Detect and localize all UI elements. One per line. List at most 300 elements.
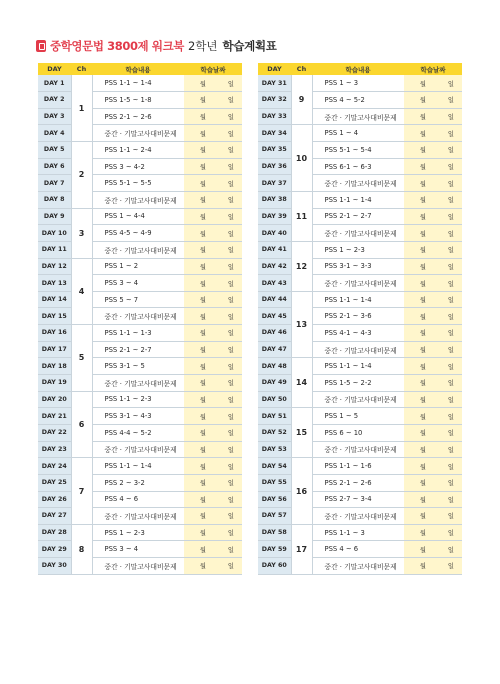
date-cell[interactable] [404, 191, 462, 208]
date-cell[interactable] [404, 524, 462, 541]
chapter-cell: 9 [291, 75, 312, 125]
day-label: 일 [227, 80, 234, 88]
day-cell: DAY 43 [258, 275, 291, 292]
table-row [38, 491, 242, 508]
day-label: 일 [227, 430, 234, 438]
table-row [258, 275, 462, 292]
day-cell: DAY 17 [38, 341, 71, 358]
day-cell: DAY 13 [38, 275, 71, 292]
date-cell[interactable] [404, 258, 462, 275]
day-cell: DAY 55 [258, 474, 291, 491]
date-cell[interactable] [404, 424, 462, 441]
day-cell: DAY 11 [38, 241, 71, 258]
table-row [38, 391, 242, 408]
table-row [38, 308, 242, 325]
day-cell: DAY 31 [258, 75, 291, 92]
date-cell[interactable] [184, 92, 242, 109]
day-cell: DAY 40 [258, 225, 291, 242]
month-label: 월 [199, 396, 206, 404]
month-label: 월 [419, 180, 426, 188]
chapter-cell: 3 [71, 208, 92, 258]
day-label: 일 [227, 480, 234, 488]
month-label: 월 [419, 496, 426, 504]
date-cell[interactable] [404, 275, 462, 292]
table-row [258, 158, 462, 175]
date-cell[interactable] [184, 191, 242, 208]
day-cell: DAY 60 [258, 558, 291, 575]
month-label: 월 [419, 197, 426, 205]
date-cell[interactable] [404, 291, 462, 308]
day-label: 일 [447, 363, 454, 371]
content-cell: PSS 1-5 ~ 2-2 [312, 375, 404, 392]
day-cell: DAY 48 [258, 358, 291, 375]
content-cell: PSS 4 ~ 6 [312, 541, 404, 558]
table-row [38, 108, 242, 125]
day-label: 일 [447, 513, 454, 521]
content-cell: PSS 4 ~ 6 [92, 491, 184, 508]
day-cell: DAY 24 [38, 458, 71, 475]
day-label: 일 [447, 330, 454, 338]
page-title [36, 38, 277, 54]
day-label: 일 [227, 530, 234, 538]
day-label: 일 [447, 396, 454, 404]
day-cell: DAY 28 [38, 524, 71, 541]
date-cell[interactable] [404, 75, 462, 92]
month-label: 월 [199, 180, 206, 188]
chapter-cell: 17 [291, 524, 312, 574]
table-row [258, 424, 462, 441]
day-cell: DAY 20 [38, 391, 71, 408]
content-cell: PSS 2-1 ~ 2-6 [92, 108, 184, 125]
day-cell: DAY 23 [38, 441, 71, 458]
day-label: 일 [227, 213, 234, 221]
month-label: 월 [199, 313, 206, 321]
table-row [258, 191, 462, 208]
table-row [38, 241, 242, 258]
day-label: 일 [227, 97, 234, 105]
table-row [258, 241, 462, 258]
date-cell[interactable] [184, 208, 242, 225]
date-cell[interactable] [184, 508, 242, 525]
content-cell: 중간 · 기말고사대비문제 [312, 391, 404, 408]
table-row [38, 275, 242, 292]
header-content: 학습내용 [92, 63, 184, 75]
day-label: 일 [227, 247, 234, 255]
date-cell[interactable] [184, 142, 242, 159]
day-label: 일 [447, 114, 454, 122]
date-cell[interactable] [404, 308, 462, 325]
month-label: 월 [419, 164, 426, 172]
day-label: 일 [447, 446, 454, 454]
day-label: 일 [227, 147, 234, 155]
day-label: 일 [227, 563, 234, 571]
month-label: 월 [199, 230, 206, 238]
day-cell: DAY 9 [38, 208, 71, 225]
table-row [258, 142, 462, 159]
day-cell: DAY 29 [38, 541, 71, 558]
date-cell[interactable] [184, 225, 242, 242]
table-row [258, 125, 462, 142]
date-cell[interactable] [404, 325, 462, 342]
date-cell[interactable] [184, 358, 242, 375]
month-label: 월 [199, 330, 206, 338]
day-label: 일 [447, 197, 454, 205]
day-cell: DAY 4 [38, 125, 71, 142]
date-cell[interactable] [404, 491, 462, 508]
month-label: 월 [419, 347, 426, 355]
table-row [38, 458, 242, 475]
day-cell: DAY 18 [38, 358, 71, 375]
day-label: 일 [447, 297, 454, 305]
date-cell[interactable] [404, 208, 462, 225]
day-cell: DAY 51 [258, 408, 291, 425]
content-cell: 중간 · 기말고사대비문제 [92, 241, 184, 258]
day-cell: DAY 33 [258, 108, 291, 125]
date-cell[interactable] [184, 108, 242, 125]
day-cell: DAY 5 [38, 142, 71, 159]
day-cell: DAY 26 [38, 491, 71, 508]
day-cell: DAY 32 [258, 92, 291, 109]
table-header-row [258, 63, 462, 75]
day-cell: DAY 59 [258, 541, 291, 558]
month-label: 월 [419, 313, 426, 321]
date-cell[interactable] [184, 158, 242, 175]
table-row [258, 524, 462, 541]
month-label: 월 [199, 430, 206, 438]
month-label: 월 [419, 430, 426, 438]
chapter-cell: 15 [291, 408, 312, 458]
day-cell: DAY 19 [38, 375, 71, 392]
day-label: 일 [227, 114, 234, 122]
day-label: 일 [447, 247, 454, 255]
date-cell[interactable] [184, 175, 242, 192]
date-cell[interactable] [404, 558, 462, 575]
month-label: 월 [199, 247, 206, 255]
month-label: 월 [199, 530, 206, 538]
day-cell: DAY 8 [38, 191, 71, 208]
day-label: 일 [447, 463, 454, 471]
month-label: 월 [419, 480, 426, 488]
day-label: 일 [447, 164, 454, 172]
day-cell: DAY 36 [258, 158, 291, 175]
date-cell[interactable] [184, 308, 242, 325]
table-row [258, 541, 462, 558]
month-label: 월 [419, 263, 426, 271]
month-label: 월 [419, 114, 426, 122]
month-label: 월 [419, 130, 426, 138]
day-cell: DAY 34 [258, 125, 291, 142]
day-cell: DAY 7 [38, 175, 71, 192]
table-row [38, 508, 242, 525]
date-cell[interactable] [184, 341, 242, 358]
month-label: 월 [419, 413, 426, 421]
content-cell: PSS 4-5 ~ 4-9 [92, 225, 184, 242]
table-row [258, 375, 462, 392]
day-cell: DAY 1 [38, 75, 71, 92]
day-cell: DAY 22 [38, 424, 71, 441]
content-cell: PSS 1 ~ 5 [312, 408, 404, 425]
day-cell: DAY 56 [258, 491, 291, 508]
date-cell[interactable] [184, 258, 242, 275]
day-label: 일 [227, 130, 234, 138]
content-cell: PSS 2-1 ~ 2-7 [92, 341, 184, 358]
date-cell[interactable] [184, 441, 242, 458]
date-cell[interactable] [404, 225, 462, 242]
day-cell: DAY 39 [258, 208, 291, 225]
date-cell[interactable] [404, 408, 462, 425]
day-label: 일 [227, 230, 234, 238]
day-label: 일 [227, 164, 234, 172]
table-row [258, 291, 462, 308]
chapter-cell: 1 [71, 75, 92, 142]
day-label: 일 [227, 363, 234, 371]
table-row [258, 491, 462, 508]
date-cell[interactable] [404, 241, 462, 258]
day-cell: DAY 41 [258, 241, 291, 258]
day-label: 일 [447, 546, 454, 554]
content-cell: 중간 · 기말고사대비문제 [92, 308, 184, 325]
table-row [258, 474, 462, 491]
day-cell: DAY 53 [258, 441, 291, 458]
table-row [258, 408, 462, 425]
month-label: 월 [419, 530, 426, 538]
chapter-cell: 13 [291, 291, 312, 358]
header-content: 학습내용 [312, 63, 404, 75]
month-label: 월 [199, 80, 206, 88]
content-cell: PSS 1-5 ~ 1-8 [92, 92, 184, 109]
table-row [38, 175, 242, 192]
month-label: 월 [419, 297, 426, 305]
day-label: 일 [227, 463, 234, 471]
content-cell: 중간 · 기말고사대비문제 [312, 175, 404, 192]
table-row [258, 208, 462, 225]
table-row [38, 558, 242, 575]
month-label: 월 [419, 280, 426, 288]
month-label: 월 [419, 363, 426, 371]
content-cell: PSS 2 ~ 3-2 [92, 474, 184, 491]
content-cell: PSS 4-4 ~ 5-2 [92, 424, 184, 441]
day-cell: DAY 52 [258, 424, 291, 441]
content-cell: 중간 · 기말고사대비문제 [312, 341, 404, 358]
table-row [38, 325, 242, 342]
date-cell[interactable] [404, 92, 462, 109]
month-label: 월 [419, 546, 426, 554]
study-plan-table-left [38, 63, 242, 575]
day-cell: DAY 45 [258, 308, 291, 325]
content-cell: 중간 · 기말고사대비문제 [92, 375, 184, 392]
month-label: 월 [199, 147, 206, 155]
chapter-cell: 2 [71, 142, 92, 209]
day-cell: DAY 27 [38, 508, 71, 525]
day-cell: DAY 46 [258, 325, 291, 342]
date-cell[interactable] [184, 491, 242, 508]
day-label: 일 [447, 430, 454, 438]
table-row [38, 358, 242, 375]
day-label: 일 [447, 130, 454, 138]
day-label: 일 [447, 496, 454, 504]
table-row [38, 225, 242, 242]
content-cell: PSS 2-1 ~ 2-7 [312, 208, 404, 225]
month-label: 월 [199, 197, 206, 205]
chapter-cell: 14 [291, 358, 312, 408]
table-row [38, 208, 242, 225]
table-row [38, 524, 242, 541]
day-label: 일 [447, 480, 454, 488]
month-label: 월 [199, 413, 206, 421]
date-cell[interactable] [404, 358, 462, 375]
month-label: 월 [419, 563, 426, 571]
content-cell: PSS 1-1 ~ 1-4 [92, 458, 184, 475]
chapter-cell: 5 [71, 325, 92, 392]
day-cell: DAY 21 [38, 408, 71, 425]
day-cell: DAY 44 [258, 291, 291, 308]
day-cell: DAY 3 [38, 108, 71, 125]
date-cell[interactable] [404, 375, 462, 392]
date-cell[interactable] [184, 424, 242, 441]
table-row [38, 158, 242, 175]
day-cell: DAY 42 [258, 258, 291, 275]
day-cell: DAY 10 [38, 225, 71, 242]
day-label: 일 [447, 80, 454, 88]
content-cell: PSS 6 ~ 10 [312, 424, 404, 441]
day-cell: DAY 57 [258, 508, 291, 525]
content-cell: PSS 1 ~ 2 [92, 258, 184, 275]
day-label: 일 [447, 97, 454, 105]
table-row [258, 258, 462, 275]
content-cell: PSS 1-1 ~ 1-4 [312, 358, 404, 375]
date-cell[interactable] [184, 291, 242, 308]
title-grade: 2학년 [188, 39, 218, 53]
table-row [38, 408, 242, 425]
month-label: 월 [199, 363, 206, 371]
table-row [38, 75, 242, 92]
content-cell: PSS 3 ~ 4 [92, 541, 184, 558]
day-cell: DAY 6 [38, 158, 71, 175]
day-label: 일 [447, 313, 454, 321]
table-row [258, 558, 462, 575]
month-label: 월 [199, 463, 206, 471]
date-cell[interactable] [404, 474, 462, 491]
day-label: 일 [227, 263, 234, 271]
day-label: 일 [227, 180, 234, 188]
date-cell[interactable] [404, 142, 462, 159]
month-label: 월 [199, 164, 206, 172]
date-cell[interactable] [404, 341, 462, 358]
date-cell[interactable] [184, 541, 242, 558]
day-label: 일 [227, 280, 234, 288]
date-cell[interactable] [184, 391, 242, 408]
day-cell: DAY 37 [258, 175, 291, 192]
date-cell[interactable] [404, 125, 462, 142]
date-cell[interactable] [184, 375, 242, 392]
table-row [258, 391, 462, 408]
date-cell[interactable] [404, 458, 462, 475]
day-cell: DAY 54 [258, 458, 291, 475]
date-cell[interactable] [184, 241, 242, 258]
month-label: 월 [199, 280, 206, 288]
table-row [38, 258, 242, 275]
chapter-cell: 10 [291, 125, 312, 192]
day-cell: DAY 50 [258, 391, 291, 408]
content-cell: PSS 5-1 ~ 5-5 [92, 175, 184, 192]
table-row [38, 474, 242, 491]
header-day: DAY [258, 63, 291, 75]
date-cell[interactable] [404, 508, 462, 525]
table-row [38, 341, 242, 358]
table-row [38, 92, 242, 109]
content-cell: PSS 1-1 ~ 2-3 [92, 391, 184, 408]
date-cell[interactable] [184, 474, 242, 491]
day-label: 일 [227, 197, 234, 205]
day-label: 일 [447, 230, 454, 238]
day-label: 일 [227, 297, 234, 305]
table-row [258, 225, 462, 242]
day-label: 일 [447, 280, 454, 288]
date-cell[interactable] [184, 458, 242, 475]
content-cell: PSS 1 ~ 3 [312, 75, 404, 92]
day-cell: DAY 35 [258, 142, 291, 159]
content-cell: PSS 2-1 ~ 2-6 [312, 474, 404, 491]
content-cell: 중간 · 기말고사대비문제 [312, 441, 404, 458]
month-label: 월 [199, 380, 206, 388]
content-cell: PSS 1 ~ 4 [312, 125, 404, 142]
content-cell: PSS 4-1 ~ 4-3 [312, 325, 404, 342]
month-label: 월 [419, 330, 426, 338]
date-cell[interactable] [184, 558, 242, 575]
date-cell[interactable] [404, 158, 462, 175]
date-cell[interactable] [404, 391, 462, 408]
month-label: 월 [199, 97, 206, 105]
chapter-cell: 16 [291, 458, 312, 525]
day-label: 일 [447, 147, 454, 155]
date-cell[interactable] [404, 541, 462, 558]
date-cell[interactable] [184, 325, 242, 342]
table-row [258, 75, 462, 92]
day-cell: DAY 15 [38, 308, 71, 325]
chapter-cell: 12 [291, 241, 312, 291]
table-row [258, 92, 462, 109]
day-label: 일 [227, 313, 234, 321]
content-cell: PSS 1-1 ~ 1-4 [92, 75, 184, 92]
content-cell: PSS 2-7 ~ 3-4 [312, 491, 404, 508]
date-cell[interactable] [184, 408, 242, 425]
date-cell[interactable] [404, 108, 462, 125]
day-label: 일 [447, 180, 454, 188]
content-cell: PSS 1-1 ~ 3 [312, 524, 404, 541]
content-cell: PSS 5 ~ 7 [92, 291, 184, 308]
content-cell: PSS 1 ~ 2-3 [92, 524, 184, 541]
date-cell[interactable] [184, 524, 242, 541]
table-header-row [38, 63, 242, 75]
date-cell[interactable] [404, 441, 462, 458]
month-label: 월 [419, 213, 426, 221]
table-row [38, 142, 242, 159]
day-label: 일 [447, 347, 454, 355]
book-logo-icon [36, 40, 46, 52]
chapter-cell: 8 [71, 524, 92, 574]
date-cell[interactable] [184, 125, 242, 142]
date-cell[interactable] [184, 275, 242, 292]
date-cell[interactable] [404, 175, 462, 192]
day-label: 일 [227, 380, 234, 388]
day-label: 일 [227, 446, 234, 454]
day-cell: DAY 58 [258, 524, 291, 541]
date-cell[interactable] [184, 75, 242, 92]
chapter-cell: 6 [71, 391, 92, 458]
month-label: 월 [199, 546, 206, 554]
day-label: 일 [447, 263, 454, 271]
table-row [38, 441, 242, 458]
